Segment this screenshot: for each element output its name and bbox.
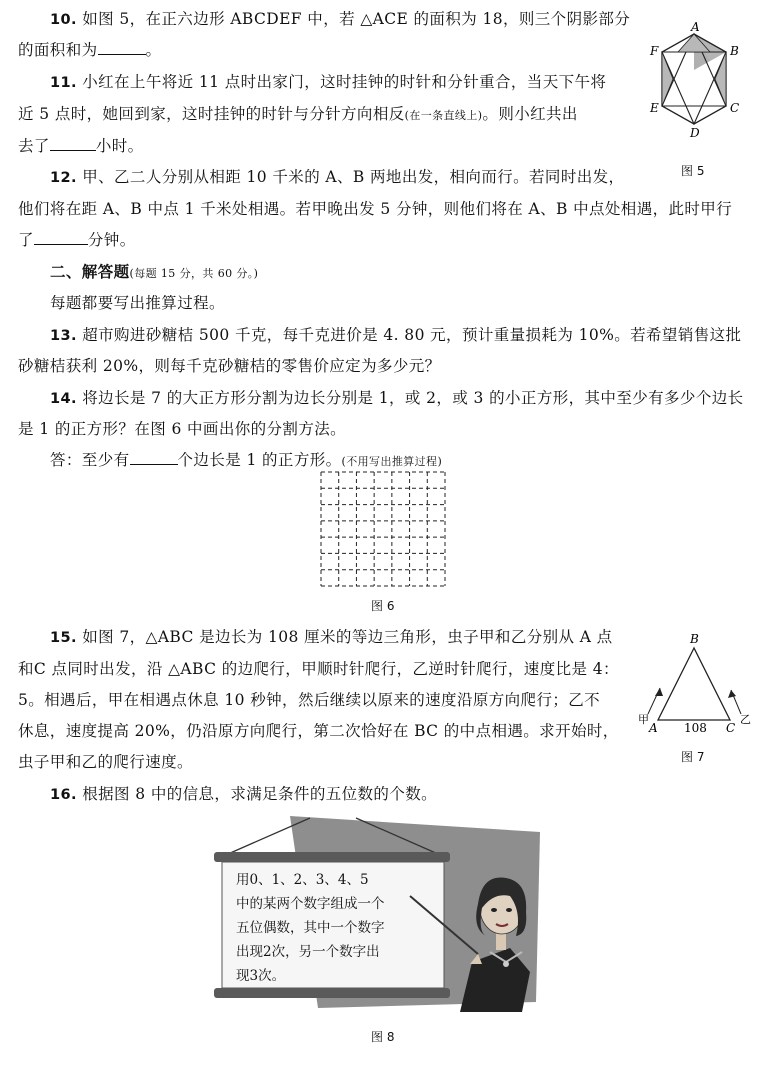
q14-answer-note: (不用写出推算过程): [341, 455, 443, 468]
q10-text-3: 。: [145, 41, 162, 59]
fig5-hexagon-diagram: [636, 22, 754, 150]
label-a: A: [649, 721, 658, 735]
q15-line4: 休息，速度提高 20%，仍沿原方向爬行，第二次恰好在 BC 的中点相遇。求开始时，: [18, 722, 619, 740]
q13-line1: [50, 324, 741, 347]
q10-text-2: 的面积和为: [18, 41, 98, 59]
section-instruction: 每题都要写出推算过程。: [50, 294, 225, 312]
board-line-1: 用0、1、2、3、4、5: [236, 872, 369, 888]
q11-number: 11.: [50, 75, 77, 91]
q13-number: 13.: [50, 328, 77, 344]
q13-text: 超市购进砂糖桔 500 千克，每千克进价是 4. 80 元，预计重量损耗为 10%。若希望销售这批: [82, 326, 742, 344]
q12-number: 12.: [50, 170, 77, 186]
q15-text: 如图 7，△ABC 是边长为 108 厘米的等边三角形，虫子甲和乙分别从 A 点: [82, 628, 613, 646]
q14-number: 14.: [50, 391, 77, 407]
label-b: B: [690, 632, 699, 646]
q16-number: 16.: [50, 787, 77, 803]
board-line-3: 五位偶数，其中一个数字: [236, 920, 385, 936]
label-d: D: [690, 126, 700, 140]
q10-text: 如图 5，在正六边形 ABCDEF 中，若 △ACE 的面积为 18，则三个阴影部分: [82, 10, 631, 28]
q15-line3: 5。相遇后，甲在相遇点休息 10 秒钟，然后继续以原来的速度沿原方向爬行；乙不: [18, 691, 601, 709]
q10-line2: [18, 39, 161, 61]
q10-line1: [50, 8, 630, 31]
q11-line3: [18, 135, 144, 157]
label-c: C: [730, 101, 740, 115]
label-yi: 乙: [740, 713, 751, 726]
label-jia: 甲: [638, 713, 649, 726]
q15-number: 15.: [50, 630, 77, 646]
answer-blank[interactable]: [130, 450, 178, 465]
label-b: B: [730, 44, 739, 58]
board-line-2: 中的某两个数字组成一个: [236, 896, 385, 912]
fig7-triangle-diagram: [636, 628, 756, 740]
q11-line1: [50, 71, 606, 94]
answer-blank[interactable]: [34, 230, 88, 245]
q12-text-3: 了: [18, 231, 34, 249]
label-f: F: [650, 44, 659, 58]
section-heading: [50, 261, 258, 285]
answer-blank[interactable]: [98, 40, 146, 55]
fig6-grid[interactable]: [319, 470, 447, 588]
q15-line1: [50, 626, 613, 649]
q14-line2: 是 1 的正方形？在图 6 中画出你的分割方法。: [18, 420, 347, 438]
label-e: E: [650, 101, 659, 115]
q14-answer-text: 答：至少有: [50, 451, 130, 469]
q15-line5: 虫子甲和乙的爬行速度。: [18, 753, 193, 771]
q11-text-3: 。则小红共出: [482, 105, 578, 123]
q11-text-2: 近 5 点时，她回到家，这时挂钟的时针与分针方向相反: [18, 105, 405, 123]
q14-line1: [50, 387, 744, 410]
shaded-region-ef: [662, 52, 673, 106]
label-side-length: 108: [684, 721, 707, 735]
q15-line2: 和C 点同时出发，沿 △ABC 的边爬行，甲顺时针爬行，乙逆时针爬行，速度比是 4：: [18, 660, 619, 678]
top-rod: [214, 852, 450, 862]
bottom-rod: [214, 988, 450, 998]
q11-note: (在一条直线上): [404, 109, 483, 122]
q12-line3: [18, 229, 136, 251]
label-c: C: [726, 721, 736, 735]
q12-text: 甲、乙二人分别从相距 10 千米的 A、B 两地出发，相向而行。若同时出发，: [82, 168, 625, 186]
q12-line1: [50, 166, 624, 189]
q16-text: 根据图 8 中的信息，求满足条件的五位数的个数。: [82, 785, 438, 803]
board-line-5: 现3次。: [236, 968, 286, 984]
section-title: 二、解答题: [50, 263, 130, 281]
q12-line2: [18, 198, 732, 220]
q12-text-2: 他们将在距 A、B 中点 1 千米处相遇。若甲晚出发 5 分钟，则他们将在 A、B 中点处相遇，此时甲行: [18, 200, 733, 218]
q12-text-4: 分钟。: [87, 231, 136, 249]
label-a: A: [691, 22, 700, 34]
fig6-caption: 图 6: [371, 599, 395, 613]
q10-number: 10.: [50, 12, 77, 28]
answer-blank[interactable]: [50, 136, 96, 151]
fig5-caption: 图 5: [681, 164, 705, 178]
section-note: (每题 15 分，共 60 分。): [129, 267, 259, 280]
q14-text: 将边长是 7 的大正方形分割为边长分别是 1，或 2，或 3 的小正方形，其中至少有多少个边长: [82, 389, 744, 407]
q13-line2: 砂糖桔获利 20%，则每千克砂糖桔的零售价应定为多少元？: [18, 357, 441, 375]
fig8-teacher-illustration: [210, 812, 550, 1020]
triangle-abc: [658, 648, 730, 720]
q11-line2: [18, 103, 578, 127]
q14-answer-text-2: 个边长是 1 的正方形。: [177, 451, 342, 469]
q11-text-4: 去了: [18, 137, 50, 155]
q11-text-5: 小时。: [95, 137, 144, 155]
fig8-caption: 图 8: [371, 1030, 395, 1044]
board-line-4: 出现2次，另一个数字出: [236, 944, 380, 960]
q16-line1: [50, 783, 437, 806]
q11-text: 小红在上午将近 11 点时出家门，这时挂钟的时针和分针重合，当天下午将: [82, 73, 607, 91]
fig7-caption: 图 7: [681, 750, 705, 764]
